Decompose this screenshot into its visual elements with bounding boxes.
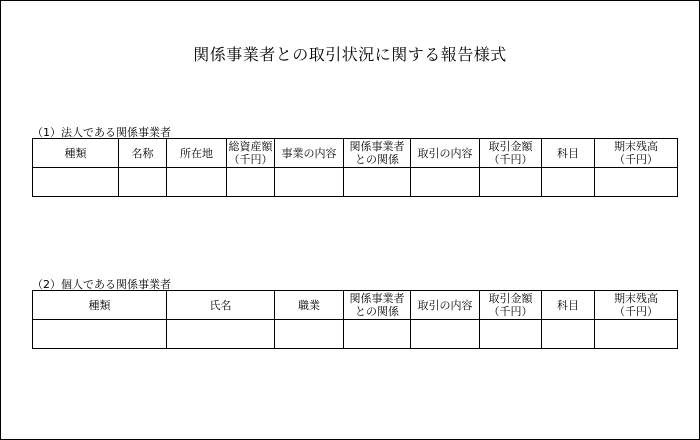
header-cell-transaction: 取引の内容 (411, 139, 480, 168)
header-cell-type: 種類 (33, 139, 119, 168)
header-cell-account: 科目 (542, 291, 595, 320)
header-cell-transaction-amount: 取引金額 （千円） (480, 139, 542, 168)
cell-transaction[interactable] (411, 320, 480, 349)
individual-section-label: （2）個人である関係事業者 (32, 278, 171, 291)
cell-type[interactable] (33, 168, 119, 197)
cell-ending-balance[interactable] (595, 168, 678, 197)
table-row (33, 168, 678, 197)
individual-table (32, 290, 678, 349)
header-cell-full-name: 氏名 (167, 291, 275, 320)
corporate-section-label: （1）法人である関係事業者 (32, 126, 171, 139)
table-header-row (33, 291, 678, 320)
cell-address[interactable] (167, 168, 227, 197)
header-cell-total-assets: 総資産額 （千円） (228, 140, 273, 166)
cell-full-name[interactable] (167, 320, 275, 349)
page-title: 関係事業者との取引状況に関する報告様式 (193, 45, 507, 64)
header-cell-occupation: 職業 (275, 291, 344, 320)
header-cell-transaction-amount: 取引金額 （千円） (480, 291, 542, 320)
cell-relationship[interactable] (344, 320, 411, 349)
header-cell-name: 名称 (119, 139, 167, 168)
cell-type[interactable] (33, 320, 167, 349)
cell-transaction[interactable] (411, 168, 480, 197)
header-cell-transaction: 取引の内容 (411, 291, 480, 320)
cell-account[interactable] (542, 168, 595, 197)
header-cell-ending-balance: 期末残高 （千円） (595, 139, 678, 168)
table-row (33, 320, 678, 349)
corporate-table (32, 138, 678, 197)
header-cell-business: 事業の内容 (275, 139, 344, 168)
cell-relationship[interactable] (344, 168, 411, 197)
cell-ending-balance[interactable] (595, 320, 678, 349)
cell-occupation[interactable] (275, 320, 344, 349)
header-cell-account: 科目 (542, 139, 595, 168)
cell-transaction-amount[interactable] (480, 320, 542, 349)
header-cell-relationship: 関係事業者 との関係 (344, 139, 411, 168)
header-cell-address: 所在地 (167, 139, 227, 168)
cell-transaction-amount[interactable] (480, 168, 542, 197)
header-cell-relationship: 関係事業者 との関係 (344, 291, 411, 320)
header-cell-ending-balance: 期末残高 （千円） (595, 291, 678, 320)
table-header-row (33, 139, 678, 168)
header-cell-type: 種類 (33, 291, 167, 320)
cell-name[interactable] (119, 168, 167, 197)
cell-total-assets[interactable] (227, 168, 275, 197)
cell-account[interactable] (542, 320, 595, 349)
cell-business[interactable] (275, 168, 344, 197)
